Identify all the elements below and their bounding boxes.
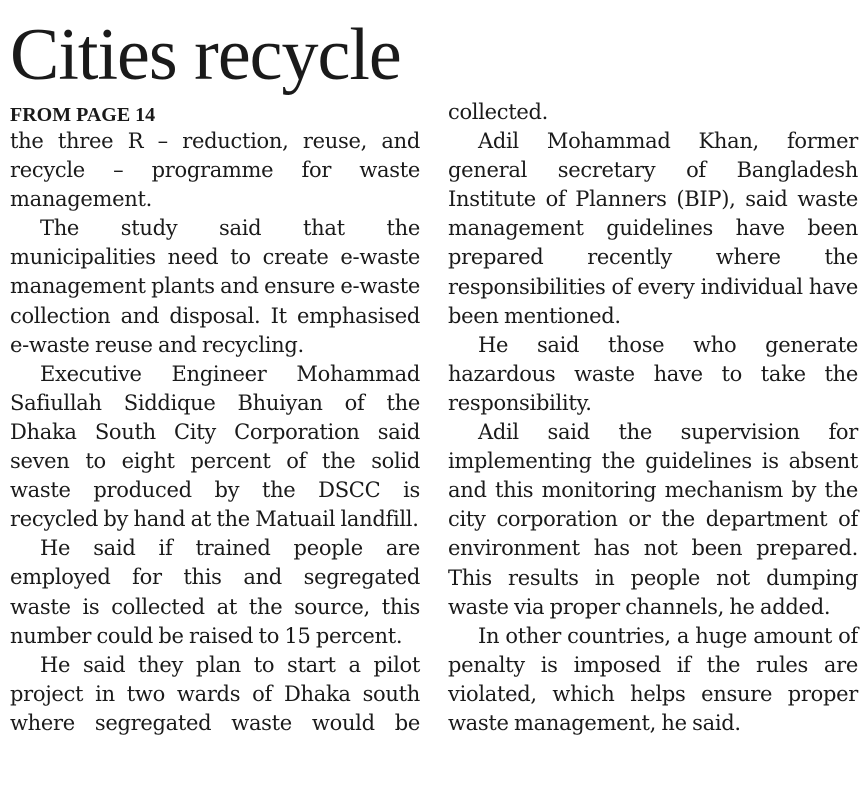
right-column xyxy=(448,98,858,738)
paragraph: The study said that the municipalities need to create e-waste management plants and ensure e-waste collection and disposal. It emphasised e-waste reuse and recycling. xyxy=(10,216,420,357)
paragraph: He said those who generate hazardous waste have to take the responsibility. xyxy=(448,332,858,415)
headline: Cities recycle xyxy=(10,14,401,96)
paragraph: He said if trained people are employed for this and segregated waste is collected at the source, this number could be raised to 15 percent. xyxy=(10,536,420,648)
continued-from-label: FROM PAGE 14 xyxy=(10,104,156,126)
paragraph: the three R – reduction, reuse, and recycle – programme for waste management. xyxy=(10,129,420,212)
paragraph: Adil Mohammad Khan, former general secretary of Bangladesh Institute of Planners (BIP), said waste management guidelines have been prepared recently where the responsibilities of every individual have been mentioned. xyxy=(448,129,858,328)
paragraph: Executive Engineer Mohammad Safiullah Siddique Bhuiyan of the Dhaka South City Corporation said seven to eight percent of the solid waste produced by the DSCC is recycled by hand at the Matuail landfill. xyxy=(10,361,420,532)
paragraph: In other countries, a huge amount of penalty is imposed if the rules are violated, which helps ensure proper waste management, he said. xyxy=(448,623,858,735)
left-column xyxy=(10,127,420,738)
paragraph: Adil said the supervision for implementing the guidelines is absent and this monitoring mechanism by the city corporation or the department of environment has not been prepared. This results in people not dumping waste via proper channels, he added. xyxy=(448,420,858,619)
paragraph: collected. xyxy=(448,100,549,124)
paragraph: He said they plan to start a pilot project in two wards of Dhaka south where segregated waste would be xyxy=(10,652,420,735)
